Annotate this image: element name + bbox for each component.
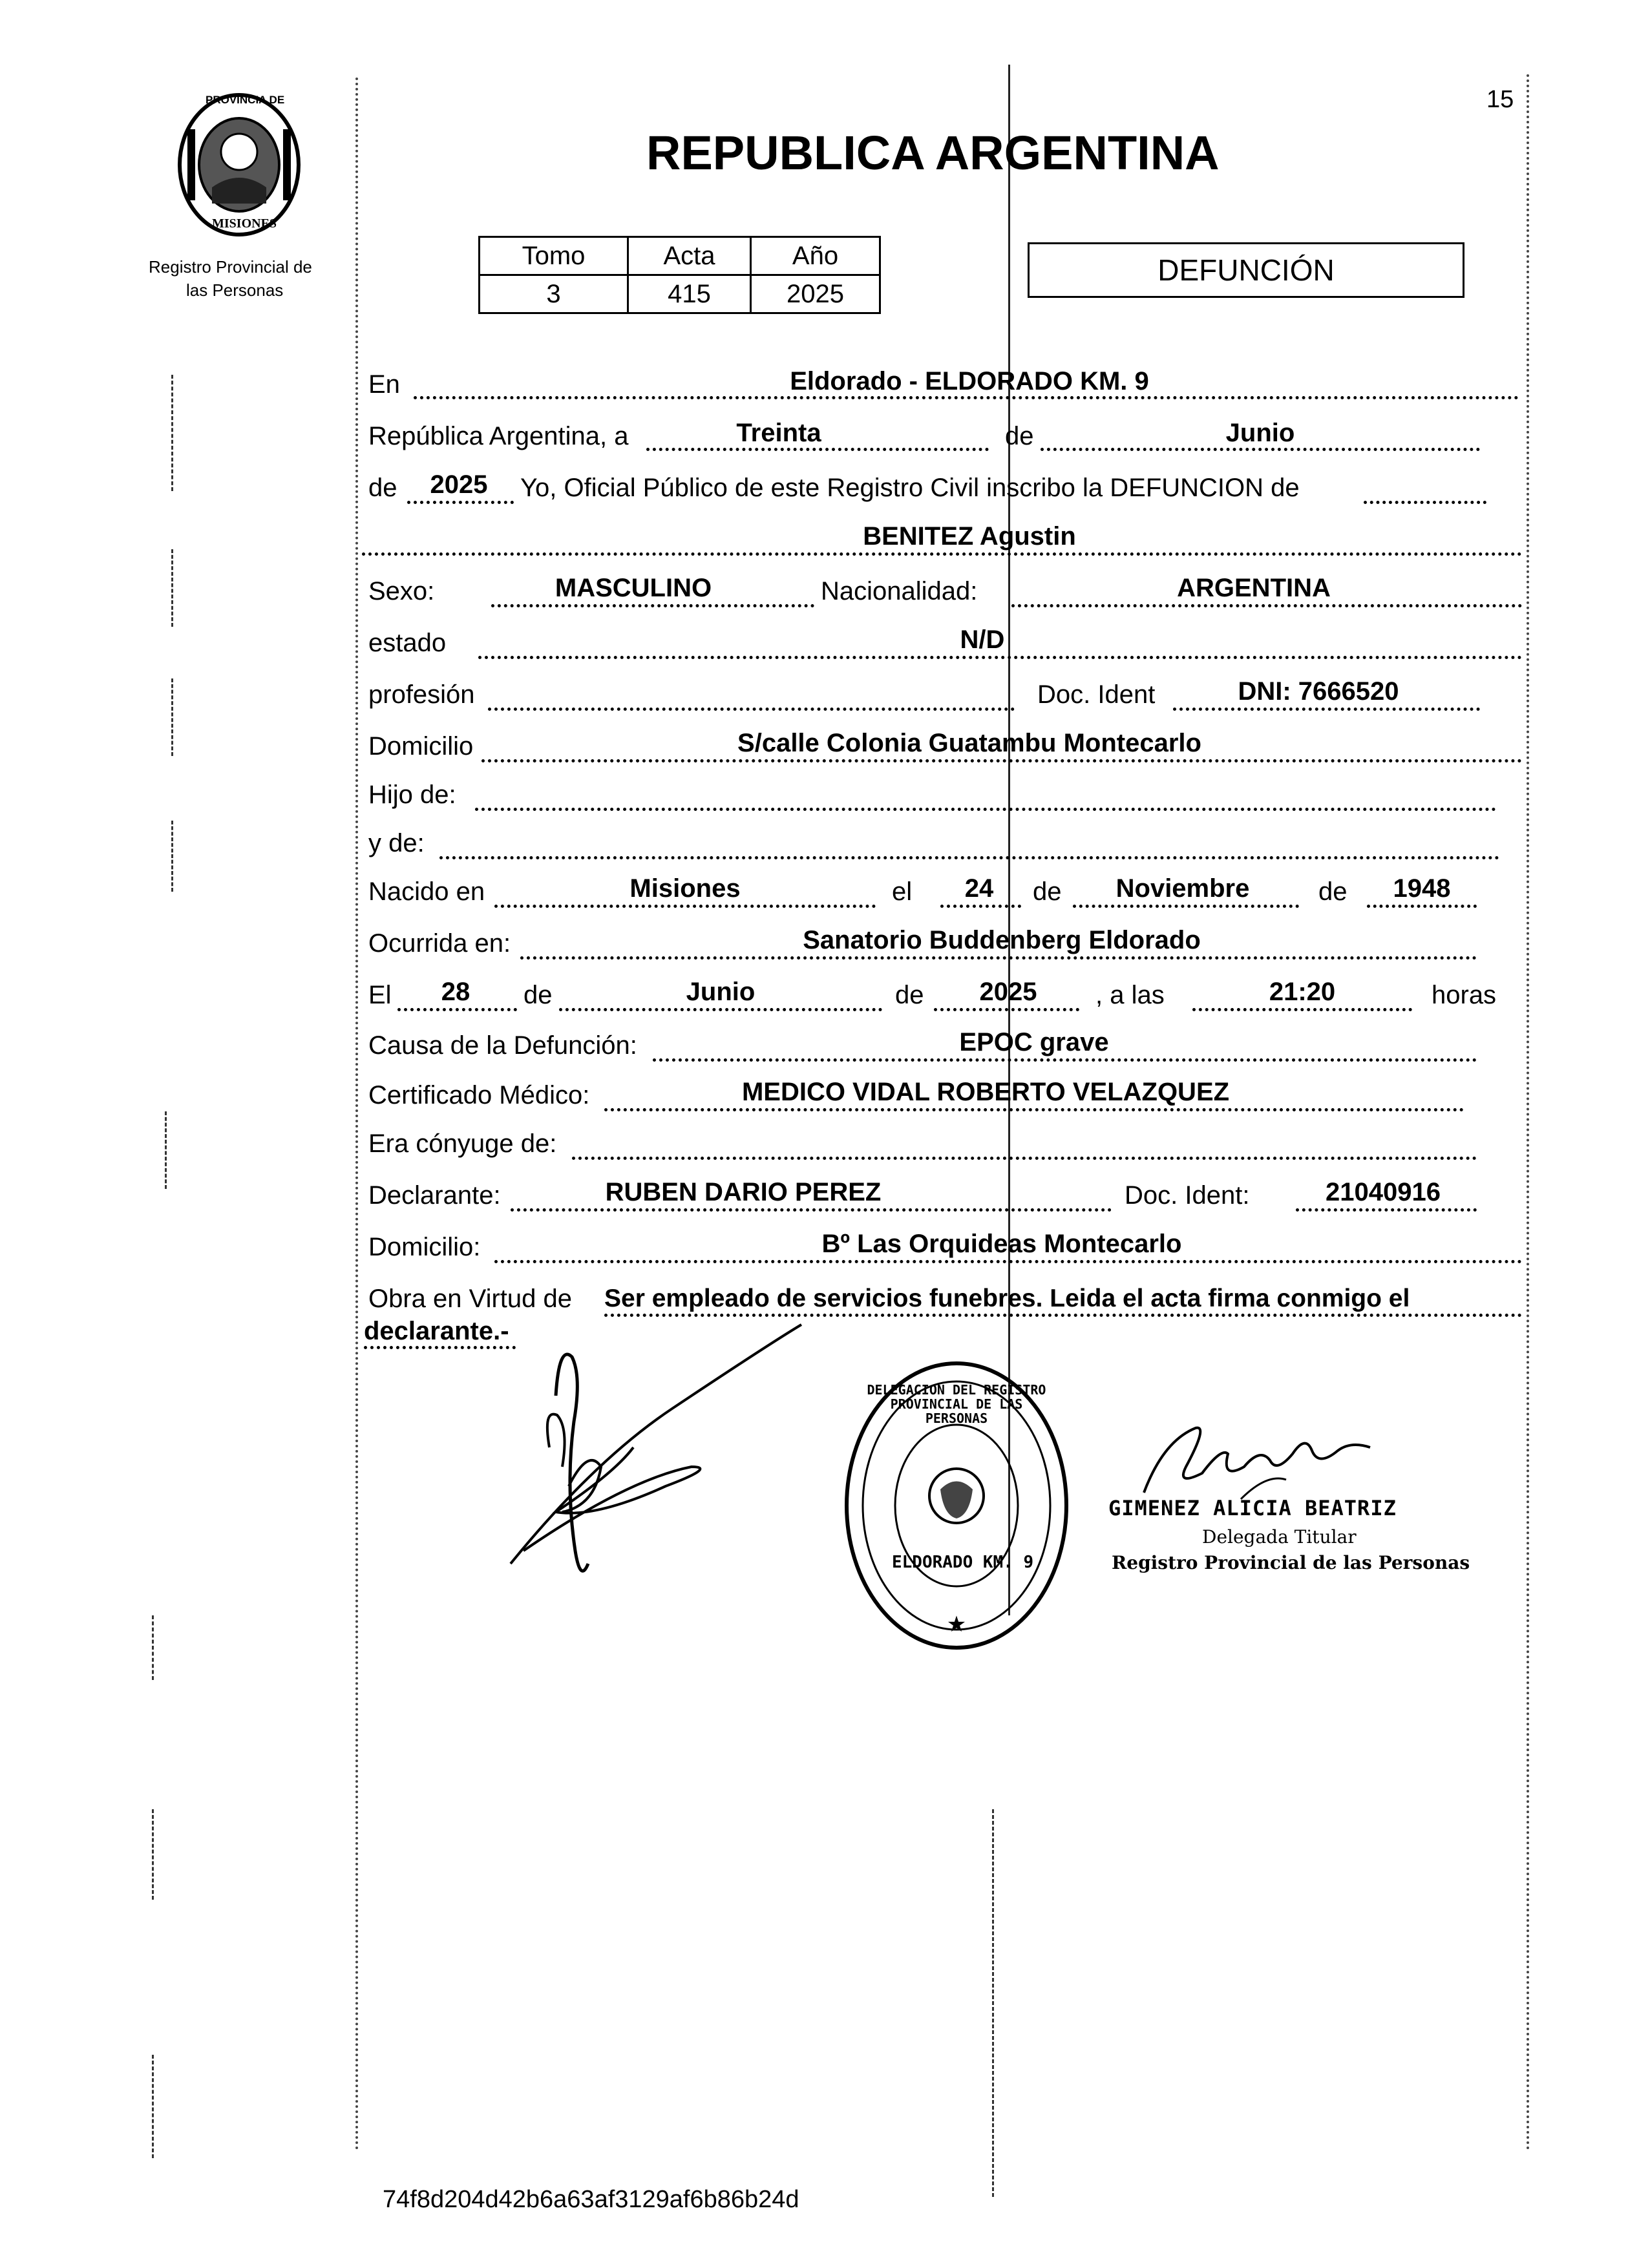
- label-nacionalidad: Nacionalidad:: [821, 577, 978, 605]
- label-de-4: de: [1318, 877, 1348, 906]
- line-civil-status: [478, 656, 1522, 659]
- value-address: S/calle Colonia Guatambu Montecarlo: [737, 729, 1201, 757]
- value-civil-status: N/D: [960, 625, 1005, 654]
- page-number: 15: [1486, 86, 1514, 113]
- table-value-acta: 415: [628, 275, 751, 313]
- label-el-cap: El: [368, 981, 392, 1009]
- value-declarant: RUBEN DARIO PEREZ: [605, 1178, 882, 1206]
- line-birth-month: [1073, 905, 1299, 908]
- value-by-virtue-line1: Ser empleado de servicios funebres. Leida el acta firma conmigo el: [604, 1285, 1410, 1312]
- line-by-virtue-2: [364, 1346, 516, 1349]
- label-obra: Obra en Virtud de: [368, 1285, 573, 1313]
- label-domicilio-2: Domicilio:: [368, 1233, 481, 1261]
- label-domicilio: Domicilio: [368, 732, 474, 761]
- value-deceased-name: BENITEZ Agustin: [863, 522, 1076, 551]
- line-doc-id: [1173, 708, 1480, 711]
- margin-mark-5: [165, 1111, 167, 1189]
- value-by-virtue-line2: declarante.-: [364, 1317, 509, 1345]
- margin-mark-3: [171, 678, 173, 756]
- label-declarante: Declarante:: [368, 1181, 501, 1210]
- label-doc-ident-2: Doc. Ident:: [1125, 1181, 1250, 1210]
- label-republica: República Argentina, a: [368, 422, 629, 450]
- value-place: Eldorado - ELDORADO KM. 9: [790, 367, 1149, 395]
- line-address: [481, 759, 1522, 762]
- label-de-2: de: [368, 474, 397, 502]
- line-spouse: [572, 1157, 1477, 1160]
- line-declarant: [511, 1208, 1112, 1212]
- value-birth-place: Misiones: [629, 874, 741, 903]
- line-month: [1041, 448, 1480, 451]
- margin-line-right: [1527, 74, 1529, 2152]
- margin-mark-4: [171, 821, 173, 892]
- value-declarant-doc: 21040916: [1326, 1178, 1441, 1206]
- value-doc-id: DNI: 7666520: [1238, 677, 1399, 706]
- fold-line-lower: [992, 1809, 994, 2197]
- value-cause: EPOC grave: [959, 1028, 1109, 1056]
- label-a-las: , a las: [1095, 981, 1165, 1009]
- table-header-tomo: Tomo: [480, 237, 628, 275]
- line-occurred-at: [520, 956, 1477, 960]
- record-type: DEFUNCIÓN: [1158, 253, 1335, 287]
- official-stamp: [840, 1357, 1073, 1654]
- label-y-de: y de:: [368, 829, 425, 857]
- line-nationality: [1011, 604, 1522, 607]
- line-death-year: [934, 1008, 1079, 1011]
- provincial-seal: [174, 90, 304, 239]
- table-header-acta: Acta: [628, 237, 751, 275]
- value-death-year: 2025: [979, 978, 1037, 1006]
- document-hash: 74f8d204d42b6a63af3129af6b86b24d: [383, 2186, 799, 2213]
- label-certificado: Certificado Médico:: [368, 1081, 590, 1109]
- line-birth-day: [940, 905, 1021, 908]
- label-profesion: profesión: [368, 680, 475, 709]
- declarant-signature: [498, 1318, 860, 1590]
- line-birth-place: [494, 905, 876, 908]
- line-declarant-doc: [1296, 1208, 1477, 1212]
- line-medical-certificate: [604, 1108, 1464, 1111]
- value-sex: MASCULINO: [555, 574, 712, 602]
- line-declarant-address: [494, 1260, 1522, 1263]
- label-el: el: [892, 877, 913, 906]
- page-title: REPUBLICA ARGENTINA: [646, 126, 1220, 180]
- margin-mark-8: [152, 2055, 154, 2158]
- line-death-time: [1192, 1008, 1412, 1011]
- official-org: Registro Provincial de las Personas: [1112, 1552, 1470, 1573]
- value-birth-year: 1948: [1393, 874, 1451, 903]
- line-cause: [653, 1058, 1477, 1062]
- value-declarant-address: Bº Las Orquideas Montecarlo: [821, 1230, 1182, 1258]
- label-de-5: de: [523, 981, 553, 1009]
- value-day-words: Treinta: [736, 419, 821, 447]
- line-mother: [439, 856, 1499, 859]
- line-by-virtue-1: [604, 1314, 1522, 1317]
- seal-text-bottom: MISIONES: [212, 216, 277, 231]
- stamp-outer-text: DELEGACION DEL REGISTRO PROVINCIAL DE LAS PERSONAS: [867, 1382, 1046, 1426]
- line-day-words: [646, 448, 989, 451]
- table-value-ano: 2025: [751, 275, 880, 313]
- svg-text:★: ★: [946, 1612, 967, 1637]
- value-birth-month: Noviembre: [1115, 874, 1250, 903]
- margin-mark-7: [152, 1809, 154, 1900]
- value-month: Junio: [1225, 419, 1295, 447]
- margin-mark-2: [171, 549, 173, 627]
- sidebar-org-line1: Registro Provincial de: [149, 257, 312, 277]
- margin-mark-6: [152, 1615, 154, 1680]
- value-death-time: 21:20: [1269, 978, 1336, 1006]
- label-nacido-en: Nacido en: [368, 877, 485, 906]
- value-birth-day: 24: [964, 874, 994, 903]
- value-death-month: Junio: [686, 978, 756, 1006]
- label-de-6: de: [895, 981, 924, 1009]
- table-value-tomo: 3: [480, 275, 628, 313]
- label-en: En: [368, 370, 400, 399]
- value-nationality: ARGENTINA: [1177, 574, 1331, 602]
- label-causa: Causa de la Defunción:: [368, 1031, 637, 1060]
- label-ocurrida-en: Ocurrida en:: [368, 929, 511, 958]
- margin-line-left: [355, 78, 358, 2152]
- label-conyuge: Era cónyuge de:: [368, 1129, 557, 1158]
- line-death-day: [397, 1008, 517, 1011]
- record-type-box: [1028, 242, 1464, 298]
- record-table: [478, 236, 881, 314]
- line-yo-oficial: [1364, 501, 1486, 504]
- line-year: [407, 501, 514, 504]
- label-hijo-de: Hijo de:: [368, 781, 456, 809]
- sidebar-org-line2: las Personas: [186, 280, 284, 300]
- label-doc-ident: Doc. Ident: [1037, 680, 1156, 709]
- value-year: 2025: [430, 470, 488, 499]
- value-death-day: 28: [441, 978, 470, 1006]
- value-occurred-at: Sanatorio Buddenberg Eldorado: [803, 926, 1201, 954]
- line-sex: [491, 604, 814, 607]
- line-birth-year: [1367, 905, 1477, 908]
- line-deceased-name: [362, 552, 1522, 556]
- label-sexo: Sexo:: [368, 577, 435, 605]
- value-medical-certificate: MEDICO VIDAL ROBERTO VELAZQUEZ: [741, 1078, 1230, 1106]
- label-de-3: de: [1033, 877, 1062, 906]
- official-name: GIMENEZ ALICIA BEATRIZ: [1108, 1496, 1397, 1520]
- table-header-ano: Año: [751, 237, 880, 275]
- label-estado: estado: [368, 629, 447, 657]
- line-profession: [488, 708, 1015, 711]
- official-role: Delegada Titular: [1202, 1526, 1357, 1548]
- margin-mark-1: [171, 375, 173, 491]
- label-horas: horas: [1432, 981, 1497, 1009]
- label-de-1: de: [1005, 422, 1034, 450]
- line-place: [414, 396, 1519, 399]
- seal-text-top: PROVINCIA DE: [206, 94, 285, 106]
- label-yo-oficial: Yo, Oficial Público de este Registro Civil inscribo la DEFUNCION de: [520, 474, 1300, 502]
- line-death-month: [559, 1008, 882, 1011]
- stamp-inner-text: ELDORADO KM. 9: [892, 1553, 1034, 1572]
- line-father: [475, 808, 1496, 811]
